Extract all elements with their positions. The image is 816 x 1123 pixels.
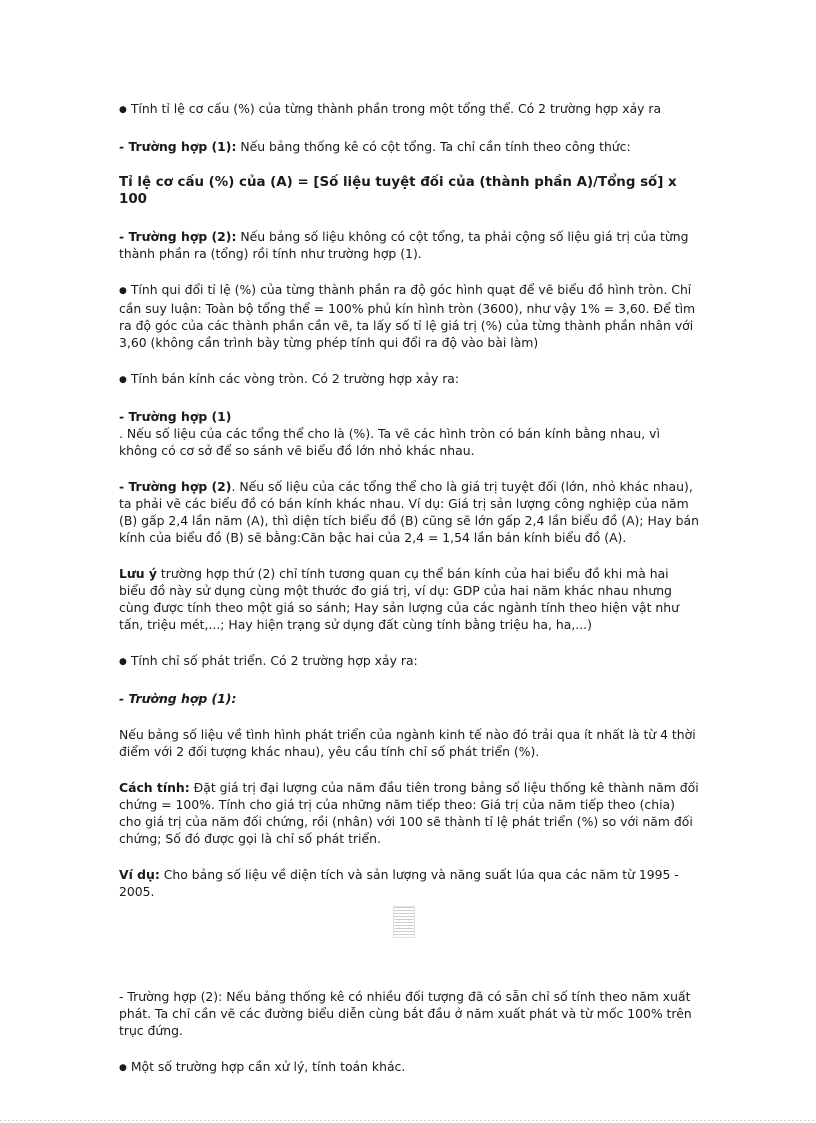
document-body	[119, 100, 699, 1096]
case-text: Nếu bảng số liệu không có cột tổng, ta phải cộng số liệu giá trị của từng thành phần ra (tổng) rồi tính như trường hợp (1).	[119, 229, 689, 261]
method-label: Cách tính:	[119, 780, 190, 795]
paragraph-index-desc: Nếu bảng số liệu về tình hình phát triển của ngành kinh tế nào đó trải qua ít nhất là từ 4 thời điểm với 2 đối tượng khác nhau), yêu cầu tính chỉ số phát triển (%).	[119, 727, 696, 759]
formula-structure: Tỉ lệ cơ cấu (%) của (A) = [Số liệu tuyệt đối của (thành phần A)/Tổng số] x 100	[119, 175, 677, 207]
paragraph-index-case-2: - Trường hợp (2): Nếu bảng thống kê có nhiều đối tượng đã có sẵn chỉ số tính theo năm xuất phát. Ta chỉ cần vẽ các đường biểu diễn cùng bắt đầu ở năm xuất phát và từ mốc 100% trên trục đứng.	[119, 989, 692, 1038]
paragraph-bullet-structure: ● Tính tỉ lệ cơ cấu (%) của từng thành phần trong một tổng thể. Có 2 trường hợp xảy ra	[119, 100, 699, 119]
case-text: . Nếu số liệu của các tổng thể cho là giá trị tuyệt đối (lớn, nhỏ khác nhau), ta phải vẽ các biểu đồ có bán kính khác nhau. Ví dụ: Giá trị sản lượng công nghiệp của năm (B) gấp 2,4 lần năm (A), thì diện tích biểu đồ (B) cũng sẽ lớn gấp 2,4 lần biểu đồ (A); Hay bán kính của biểu đồ (B) sẽ bằng:Căn bậc hai của 2,4 = 1,54 lần bán kính biểu đồ (A).	[119, 479, 699, 545]
note-text: trường hợp thứ (2) chỉ tính tương quan cụ thể bán kính của hai biểu đồ khi mà hai biểu đồ này sử dụng cùng một thước đo giá trị, ví dụ: GDP của hai năm khác nhau nhưng cùng được tính theo một giá so sánh; Hay sản lượng của các ngành tính theo hiện vật như tấn, triệu mét,...; Hay hiện trạng sử dụng đất cùng tính bằng triệu ha, ha,...)	[119, 566, 679, 632]
paragraph-case-1	[119, 138, 699, 155]
example-text: Cho bảng số liệu về diện tích và sản lượng và năng suất lúa qua các năm từ 1995 - 2005.	[119, 867, 679, 899]
example-label: Ví dụ:	[119, 867, 160, 882]
paragraph-method	[119, 779, 699, 847]
paragraph-radius-case-2	[119, 478, 699, 546]
paragraph-bullet-radius: ● Tính bán kính các vòng tròn. Có 2 trường hợp xảy ra:	[119, 370, 699, 389]
paragraph-note	[119, 565, 699, 633]
table-thumbnail-image	[393, 906, 415, 938]
paragraph-example	[119, 866, 699, 900]
paragraph-index-case-1	[119, 690, 699, 707]
case-label-italic: - Trường hợp (1):	[119, 691, 237, 706]
case-text: Nếu bảng thống kê có cột tổng. Ta chỉ cần tính theo công thức:	[236, 139, 631, 154]
paragraph-bullet-other: ● Một số trường hợp cần xử lý, tính toán khác.	[119, 1058, 699, 1077]
method-text: Đặt giá trị đại lượng của năm đầu tiên trong bảng số liệu thống kê thành năm đối chứng = 100%. Tính cho giá trị của những năm tiếp theo: Giá trị của năm tiếp theo (chia) cho giá trị của năm đối chứng, rồi (nhân) với 100 sẽ thành tỉ lệ phát triển (%) so với năm đối chứng; Số đó được gọi là chỉ số phát triển.	[119, 780, 699, 846]
paragraph-case-2	[119, 228, 699, 262]
case-label: - Trường hợp (2)	[119, 479, 232, 494]
case-label: - Trường hợp (1):	[119, 139, 237, 154]
paragraph-bullet-angle: ● Tính qui đổi tỉ lệ (%) của từng thành phần ra độ góc hình quạt để vẽ biểu đồ hình tròn. Chỉ cần suy luận: Toàn bộ tổng thể = 100% phủ kín hình tròn (3600), như vậy 1% = 3,60. Để tìm ra độ góc của các thành phần cần vẽ, ta lấy số tỉ lệ giá trị (%) của từng thành phần nhân với 3,60 (không cần trình bày từng phép tính qui đổi ra độ vào bài làm)	[119, 281, 699, 351]
case-label: - Trường hợp (1)	[119, 409, 232, 424]
paragraph-radius-case-1	[119, 408, 699, 459]
case-label: - Trường hợp (2):	[119, 229, 237, 244]
paragraph-bullet-index: ● Tính chỉ số phát triển. Có 2 trường hợp xảy ra:	[119, 652, 699, 671]
case-text: . Nếu số liệu của các tổng thể cho là (%). Ta vẽ các hình tròn có bán kính bằng nhau, vì không có cơ sở để so sánh vẽ biểu đồ lớn nhỏ khác nhau.	[119, 426, 660, 458]
note-label: Lưu ý	[119, 566, 157, 581]
page-footer-divider	[0, 1120, 816, 1121]
